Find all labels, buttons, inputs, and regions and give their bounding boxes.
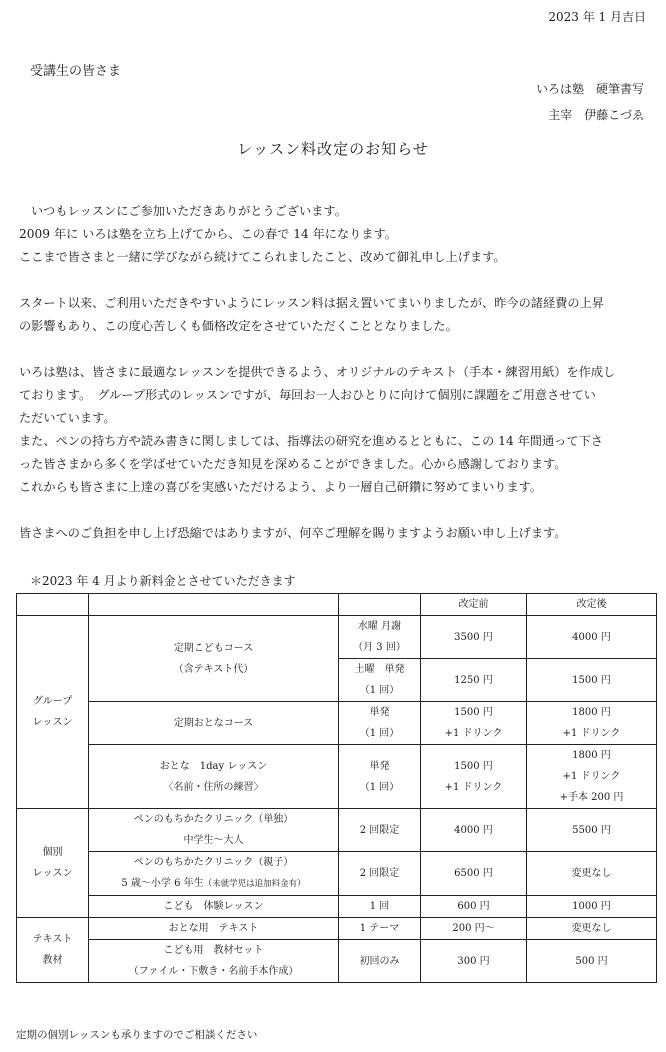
- price-after: 変更なし: [527, 852, 657, 896]
- frequency: 単発 （1 回）: [339, 702, 421, 745]
- body-line: の影響もあり、この度心苦しくも価格改定をさせていただくこととなりました。: [19, 319, 458, 333]
- price-before: 6500 円: [421, 852, 527, 896]
- price-after: 1800 円 +1 ドリンク: [527, 702, 657, 745]
- table-row: [17, 852, 657, 896]
- text-material-label: テキスト 教材: [17, 918, 89, 983]
- price-before: 600 円: [421, 896, 527, 918]
- kids-trial-name: こども 体験レッスン: [89, 896, 339, 918]
- body-line: 2009 年に いろは塾を立ち上げてから、この春で 14 年になります。: [19, 227, 397, 241]
- kids-set-name: こども用 教材セット （ファイル・下敷き・名前手本作成）: [89, 940, 339, 983]
- header-blank: [89, 594, 339, 616]
- table-row: [17, 940, 657, 983]
- recipient: 受講生の皆さま: [30, 64, 122, 79]
- body-line: これからも皆さまに上達の喜びを実感いただけるよう、より一層自己研鑽に努めてまいります。: [19, 480, 543, 494]
- body-line: いつもレッスンにご参加いただきありがとうございます。: [31, 204, 347, 218]
- footer-note: 定期の個別レッスンも承りますのでご相談ください: [16, 1029, 258, 1041]
- clinic-parent-name: ペンのもちかたクリニック（親子） 5 歳～小学 6 年生（未就学児は追加料金有）: [89, 852, 339, 896]
- body-line: ここまで皆さまと一緒に学びながら続けてこられましたこと、改めて御礼申し上げます。: [19, 250, 506, 264]
- table-note: ＊2023 年 4 月より新料金とさせていただきます: [30, 574, 296, 588]
- frequency: 土曜 単発 （1 回）: [339, 659, 421, 702]
- price-before: 4000 円: [421, 809, 527, 852]
- body-line: 皆さまへのご負担を申し上げ恐縮ではありますが、何卒ご理解を賜りますようお願い申し上げます。: [19, 526, 567, 540]
- body-line: った皆さまから多くを学ばせていただき知見を深めることができました。心から感謝しております。: [19, 457, 567, 471]
- price-after: 1500 円: [527, 659, 657, 702]
- header-blank: [339, 594, 421, 616]
- adult-text-name: おとな用 テキスト: [89, 918, 339, 940]
- kids-course-name: 定期こどもコース （含テキスト代）: [89, 616, 339, 702]
- organization: いろは塾 硬筆書写: [535, 82, 644, 96]
- body-line: また、ペンの持ち方や読み書きに関しましては、指導法の研究を進めるとともに、この 14 年間通って下さ: [19, 434, 603, 448]
- frequency: 1 回: [339, 896, 421, 918]
- table-row: [17, 616, 657, 659]
- body-line: ただいています。: [19, 411, 116, 425]
- price-after: 500 円: [527, 940, 657, 983]
- body-line: いろは塾は、皆さまに最適なレッスンを提供できるよう、オリジナルのテキスト（手本・練習用紙）を作成し: [19, 365, 616, 379]
- adult-1day-name: おとな 1day レッスン 〈名前・住所の練習〉: [89, 745, 339, 809]
- frequency: 水曜 月謝 （月 3 回）: [339, 616, 421, 659]
- private-lesson-label: 個別 レッスン: [17, 809, 89, 918]
- clinic-single-name: ペンのもちかたクリニック（単独） 中学生～大人: [89, 809, 339, 852]
- table-row: [17, 745, 657, 809]
- price-before: 1500 円 +1 ドリンク: [421, 745, 527, 809]
- table-row: [17, 809, 657, 852]
- body-line: ております。 グループ形式のレッスンですが、毎回お一人おひとりに向けて個別に課題をご用意させてい: [19, 388, 596, 402]
- table-row: [17, 896, 657, 918]
- fee-table: [16, 593, 657, 983]
- adult-course-name: 定期おとなコース: [89, 702, 339, 745]
- price-before: 1500 円 +1 ドリンク: [421, 702, 527, 745]
- price-after: 1000 円: [527, 896, 657, 918]
- price-before: 200 円～: [421, 918, 527, 940]
- table-row: [17, 702, 657, 745]
- frequency: 単発 （1 回）: [339, 745, 421, 809]
- notice-title: レッスン料改定のお知らせ: [237, 140, 429, 158]
- price-after: 5500 円: [527, 809, 657, 852]
- group-lesson-label: グループ レッスン: [17, 616, 89, 809]
- frequency: 2 回限定: [339, 852, 421, 896]
- price-after: 4000 円: [527, 616, 657, 659]
- price-before: 3500 円: [421, 616, 527, 659]
- frequency: 2 回限定: [339, 809, 421, 852]
- header-after: 改定後: [527, 594, 657, 616]
- frequency: 1 テーマ: [339, 918, 421, 940]
- price-before: 1250 円: [421, 659, 527, 702]
- price-before: 300 円: [421, 940, 527, 983]
- header-before: 改定前: [421, 594, 527, 616]
- price-after: 1800 円 +1 ドリンク +手本 200 円: [527, 745, 657, 809]
- table-header-row: [17, 594, 657, 616]
- price-after: 変更なし: [527, 918, 657, 940]
- frequency: 初回のみ: [339, 940, 421, 983]
- header-blank: [17, 594, 89, 616]
- table-row: [17, 918, 657, 940]
- date: 2023 年 1 月吉日: [548, 10, 646, 24]
- body-line: スタート以来、ご利用いただきやすいようにレッスン料は据え置いてまいりましたが、昨今の諸経費の上昇: [19, 296, 604, 310]
- notice-body: [19, 200, 651, 545]
- host-name: 主宰 伊藤こづゑ: [548, 108, 644, 122]
